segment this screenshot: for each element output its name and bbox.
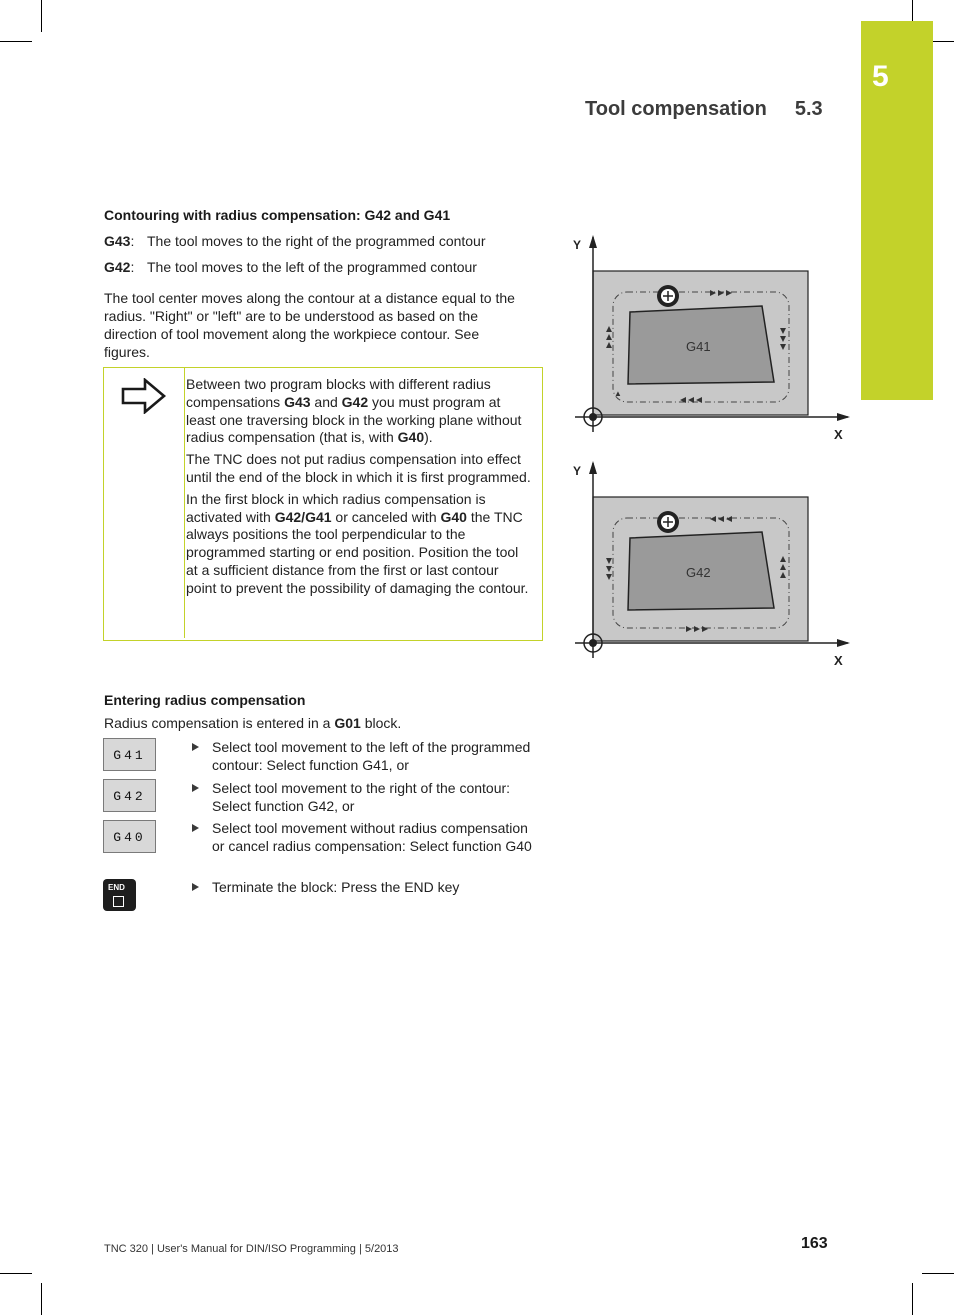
code-term: G42 (341, 393, 369, 410)
chapter-number: 5 (872, 60, 889, 93)
definition-term: G42 (104, 259, 131, 275)
definition-term: G43 (104, 233, 131, 249)
g40-key[interactable]: G40 (103, 820, 156, 853)
contouring-paragraph: The tool center moves along the contour at a distance equal to the radius. "Right" or "left" are to be understood as based on the direction of tool movement along the workpiece contour. See figures. (104, 290, 515, 360)
text-run: you must program at least one traversing block in the working plane without radius compensation (that is, with (186, 393, 522, 446)
text-run: ). (424, 429, 433, 446)
code-term: G01 (334, 715, 361, 731)
text-run: In the first block in which radius compensation is activated with (186, 490, 486, 525)
section-title: Tool compensation (585, 98, 767, 120)
x-axis-label: X (834, 653, 843, 668)
step-item (192, 739, 532, 775)
step-item (192, 780, 532, 816)
note-text (186, 376, 531, 602)
text-run: block. (360, 715, 402, 731)
note-box (103, 367, 543, 641)
end-key[interactable] (103, 879, 136, 911)
step-text: Select tool movement to the left of the programmed contour: Select function G41, or (212, 739, 531, 773)
g42-key[interactable]: G42 (103, 779, 156, 812)
crop-mark (0, 41, 32, 42)
crop-mark (912, 1283, 913, 1315)
figure-g41 (570, 232, 860, 442)
crop-mark (922, 1273, 954, 1274)
step-text: Terminate the block: Press the END key (212, 879, 460, 895)
bullet-triangle-icon (192, 883, 199, 891)
entering-intro (104, 714, 534, 732)
code-term: G43 (284, 393, 311, 410)
step-item (192, 879, 532, 897)
figure-label: G42 (686, 565, 711, 580)
code-term: G40 (440, 508, 467, 525)
square-icon (113, 896, 124, 907)
crop-mark (41, 0, 42, 32)
figure-label: G41 (686, 339, 711, 354)
note-paragraph (186, 376, 531, 447)
y-axis-label: Y (573, 464, 582, 478)
step-item (192, 820, 532, 856)
y-axis-label: Y (573, 238, 582, 252)
code-term: G40 (397, 429, 425, 446)
definition-sep: : (130, 233, 135, 249)
step-text: Select tool movement without radius compensation or cancel radius compensation: Select function G40 (212, 820, 532, 854)
note-paragraph: The TNC does not put radius compensation into effect until the end of the block in which it is first programmed. (186, 451, 531, 485)
svg-text:▲: ▲ (614, 389, 622, 398)
bullet-triangle-icon (192, 824, 199, 832)
definition-row (104, 233, 486, 249)
text-run: or canceled with (331, 508, 441, 525)
bullet-triangle-icon (192, 743, 199, 751)
running-head (585, 98, 823, 121)
figure-g42 (570, 458, 860, 668)
g41-key[interactable]: G41 (103, 738, 156, 771)
arrow-right-icon (121, 378, 167, 414)
text-run: Radius compensation is entered in a (104, 715, 335, 731)
note-paragraph (186, 491, 531, 598)
definition-sep: : (130, 259, 135, 275)
step-text: Select tool movement to the right of the contour: Select function G42, or (212, 780, 511, 814)
note-icon-cell (104, 368, 185, 638)
text-run: the TNC always positions the tool perpendicular to the programmed starting or end position. Position the tool at a sufficient distance from the first or last contour point to prevent the possibility of damaging the contour. (186, 508, 529, 596)
x-axis-label: X (834, 427, 843, 442)
bullet-triangle-icon (192, 784, 199, 792)
section-number: 5.3 (794, 98, 823, 120)
crop-mark (41, 1283, 42, 1315)
text-run: Between two program blocks with different radius compensations (186, 376, 491, 410)
entering-heading: Entering radius compensation (104, 692, 306, 708)
definition-text: The tool moves to the left of the programmed contour (147, 259, 477, 275)
end-key-label: END (108, 883, 125, 892)
definition-text: The tool moves to the right of the programmed contour (147, 233, 486, 249)
contouring-heading: Contouring with radius compensation: G42 and G41 (104, 207, 451, 223)
page-number: 163 (801, 1235, 828, 1252)
crop-mark (0, 1273, 32, 1274)
footer-text: TNC 320 | User's Manual for DIN/ISO Programming | 5/2013 (104, 1243, 399, 1255)
definition-row (104, 259, 477, 275)
text-run: and (310, 393, 342, 410)
code-term: G42/G41 (274, 508, 332, 525)
